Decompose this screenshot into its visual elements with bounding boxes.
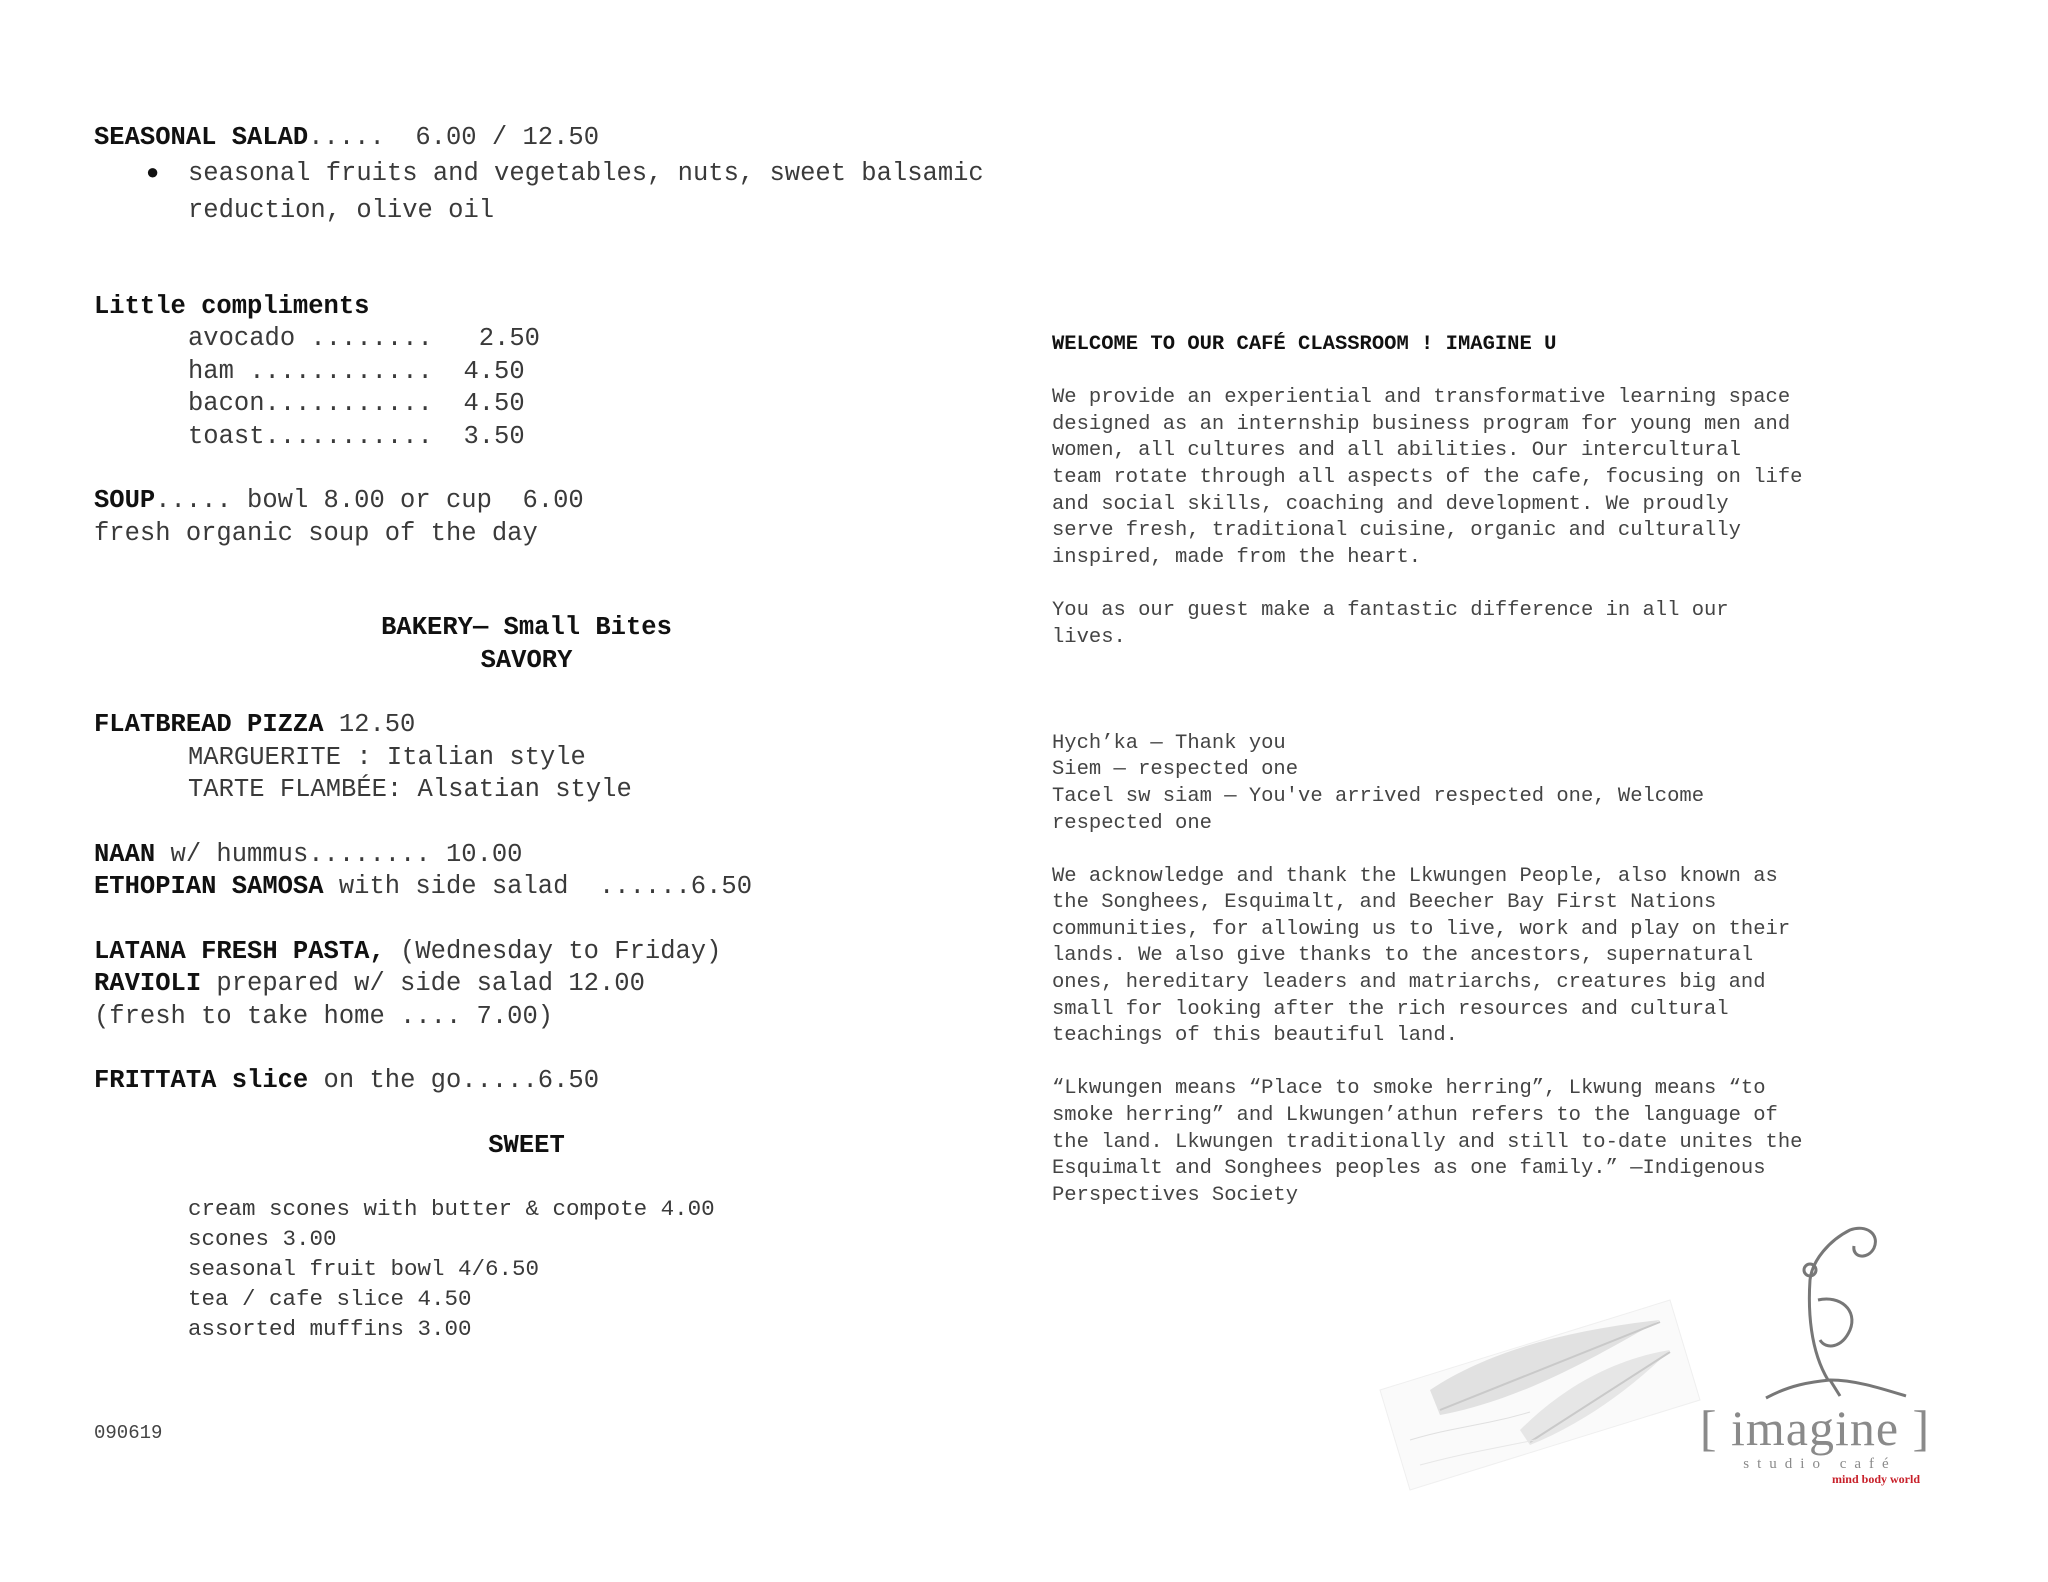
- seasonal-salad-desc-item: [94, 155, 994, 229]
- ravioli-name: RAVIOLI: [94, 969, 202, 998]
- soup-price: ..... bowl 8.00 or cup 6.00: [155, 486, 584, 515]
- sweet-item: cream scones with butter & compote 4.00: [188, 1196, 715, 1222]
- bakery-heading: BAKERY— Small Bites: [381, 613, 672, 642]
- little-item-ham: ham ............ 4.50: [188, 356, 525, 386]
- paragraph-line: respected one: [1052, 811, 1212, 835]
- pasta-rest: (Wednesday to Friday): [384, 936, 722, 966]
- greetings-paragraph: [1052, 731, 1972, 837]
- flatbread-line: [94, 709, 994, 742]
- flatbread-option-tarte: TARTE FLAMBÉE: Alsatian style: [188, 775, 632, 804]
- paragraph-line: inspired, made from the heart.: [1052, 545, 1422, 569]
- little-item-toast: toast........... 3.50: [188, 421, 525, 451]
- paragraph-line: lives.: [1052, 625, 1126, 649]
- welcome-column: [1052, 332, 1972, 1236]
- seasonal-salad-dots: .....: [308, 123, 385, 152]
- naan-line: [94, 839, 994, 872]
- paragraph-line: serve fresh, traditional cuisine, organic and culturally: [1052, 519, 1741, 543]
- imagine-logo: [1690, 1200, 1950, 1500]
- logo-tagline: mind body world: [1831, 1472, 1920, 1486]
- acknowledgement-paragraph: [1052, 864, 1972, 1050]
- welcome-heading: WELCOME TO OUR CAFÉ CLASSROOM ! IMAGINE U: [1052, 333, 1557, 356]
- seasonal-salad-desc: seasonal fruits and vegetables, nuts, sweet balsamic reduction, olive oil: [188, 158, 984, 225]
- feathers-illustration: [1370, 1240, 1710, 1500]
- paragraph-line: Hych’ka — Thank you: [1052, 731, 1286, 755]
- seasonal-salad-name: SEASONAL SALAD: [94, 123, 309, 152]
- paragraph-line: “Lkwungen means “Place to smoke herring”, Lkwung means “to: [1052, 1077, 1766, 1101]
- paragraph-line: We provide an experiential and transformative learning space: [1052, 386, 1791, 410]
- seasonal-salad-line: [94, 122, 994, 155]
- samosa-rest: with side salad ......6.50: [323, 872, 753, 901]
- paragraph-line: You as our guest make a fantastic difference in all our: [1052, 598, 1729, 622]
- logo-subtitle: studio café: [1743, 1456, 1897, 1472]
- naan-name: NAAN: [94, 839, 156, 869]
- ravioli-line: [94, 968, 994, 1001]
- ravioli-rest: prepared w/ side salad 12.00: [201, 969, 645, 998]
- lkwungen-paragraph: [1052, 1076, 1972, 1209]
- paragraph-line: the land. Lkwungen traditionally and still to-date unites the: [1052, 1130, 1803, 1154]
- paragraph-line: designed as an internship business program for young men and: [1052, 412, 1791, 436]
- paragraph-line: and social skills, coaching and development. We proudly: [1052, 492, 1729, 516]
- seasonal-salad-price: 6.00 / 12.50: [384, 123, 600, 152]
- samosa-name: ETHOPIAN SAMOSA: [94, 872, 324, 901]
- samosa-line: [94, 871, 994, 904]
- ravioli-take-home: (fresh to take home .... 7.00): [94, 1001, 554, 1031]
- paragraph-line: team rotate through all aspects of the cafe, focusing on life: [1052, 465, 1803, 489]
- document-code: 090619: [94, 1422, 163, 1444]
- soup-name: SOUP: [94, 486, 156, 515]
- intro-paragraph: [1052, 385, 1972, 571]
- paragraph-line: smoke herring” and Lkwungen’athun refers to the language of: [1052, 1104, 1778, 1128]
- paragraph-line: communities, for allowing us to live, work and play on their: [1052, 917, 1791, 941]
- paragraph-line: Esquimalt and Songhees peoples as one family.” —Indigenous: [1052, 1157, 1766, 1181]
- menu-column: [94, 122, 994, 1344]
- bullet-icon: ●: [146, 160, 160, 186]
- paragraph-line: teachings of this beautiful land.: [1052, 1024, 1458, 1048]
- little-compliments-heading: Little compliments: [94, 291, 370, 321]
- sweet-item: assorted muffins 3.00: [188, 1316, 472, 1342]
- flatbread-name: FLATBREAD PIZZA: [94, 710, 324, 739]
- savory-heading: SAVORY: [480, 645, 573, 675]
- paragraph-line: We acknowledge and thank the Lkwungen People, also known as: [1052, 864, 1778, 888]
- flatbread-option-marguerite: MARGUERITE : Italian style: [188, 742, 586, 772]
- paragraph-line: small for looking after the rich resources and cultural: [1052, 997, 1729, 1021]
- little-item-avocado: avocado ........ 2.50: [188, 324, 540, 353]
- pasta-name: LATANA FRESH PASTA,: [94, 936, 385, 966]
- little-item-bacon: bacon........... 4.50: [188, 389, 525, 418]
- soup-line: [94, 485, 994, 518]
- logo-wordmark: [ imagine ]: [1699, 1400, 1931, 1456]
- paragraph-line: Tacel sw siam — You've arrived respected one, Welcome: [1052, 784, 1705, 808]
- flatbread-price: 12.50: [323, 710, 416, 739]
- paragraph-line: lands. We also give thanks to the ancestors, supernatural: [1052, 944, 1754, 968]
- dancer-icon: [1690, 1200, 1950, 1400]
- frittata-line: [94, 1065, 994, 1098]
- paragraph-line: Perspectives Society: [1052, 1183, 1299, 1207]
- frittata-rest: on the go.....6.50: [308, 1066, 599, 1095]
- sweet-heading: SWEET: [488, 1130, 565, 1160]
- sweet-item: tea / cafe slice 4.50: [188, 1286, 472, 1312]
- pasta-line: [94, 936, 994, 969]
- sweet-item: seasonal fruit bowl 4/6.50: [188, 1256, 540, 1282]
- sweet-list: [94, 1194, 994, 1344]
- paragraph-line: Siem — respected one: [1052, 758, 1299, 782]
- paragraph-line: ones, hereditary leaders and matriarchs, creatures big and: [1052, 971, 1766, 995]
- paragraph-line: women, all cultures and all abilities. Our intercultural: [1052, 439, 1741, 463]
- naan-rest: w/ hummus........ 10.00: [155, 839, 523, 869]
- soup-desc: fresh organic soup of the day: [94, 518, 538, 548]
- guest-paragraph: [1052, 598, 1972, 651]
- frittata-name: FRITTATA slice: [94, 1066, 309, 1095]
- paragraph-line: the Songhees, Esquimalt, and Beecher Bay First Nations: [1052, 891, 1717, 915]
- sweet-item: scones 3.00: [188, 1226, 337, 1252]
